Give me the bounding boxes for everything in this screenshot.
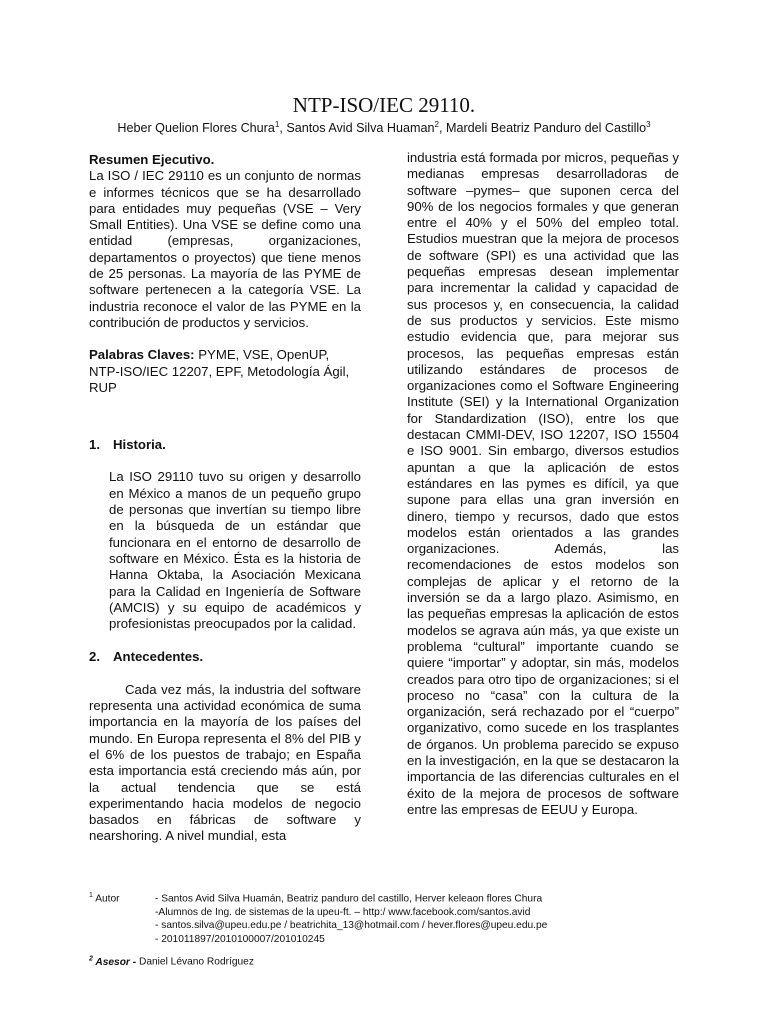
right-column-text: industria está formada por micros, pequeñas y medianas empresas desarrolladoras de software –pymes– que suponen cerca del 90% de los negocios formales y que generan entre el 40% y el 50% del empleo total. Estudios muestran que la mejora de procesos de software (SPI) es una actividad que las pequeñas empresas desean implementar para incrementar la calidad y capacidad de sus procesos y, en consecuencia, la calidad de sus productos y servicios. Este mismo estudio evidencia que, para mejorar sus procesos, las pequeñas empresas están utilizando estándares de procesos de organizaciones como el Software Engineering Institute (SEI) y la International Organization for Standardization (ISO), entre los que destacan CMMI-DEV, ISO 12207, ISO 15504 e ISO 9001. Sin embargo, diversos estudios apuntan a que la aplicación de estos estándares en las pymes es difícil, ya que supone para ellas una gran inversión en dinero, tiempo y recursos, dado que estos modelos están orientados a las grandes organizaciones. Además, las recomendaciones de estos modelos son complejas de aplicar y el retorno de la inversión se da a largo plazo. Asimismo, en las pequeñas empresas la aplicación de estos modelos se agrava aún más, ya que existe un problema “cultural” importante cuando se quiere “importar” y adoptar, sin más, modelos creados para otro tipo de organizaciones; si el proceso no “casa” con la cultura de la organización, será rechazado por el “cuerpo” organizativo, como sucede en los trasplantes de órganos. Un problema parecido se expuso en la investigación, en la que se destacaron la importancia de las diferencias culturales en el éxito de la mejora de procesos de software entre las empresas de EEUU y Europa. xyxy=(407,150,679,817)
footnote-1-first-line xyxy=(89,889,689,906)
author-name: Heber Quelion Flores Chura xyxy=(117,121,275,136)
footnote-line: - santos.silva@upeu.edu.pe / beatrichita_13@hotmail.com / hever.flores@upeu.edu.pe xyxy=(155,920,548,932)
keywords xyxy=(89,347,361,396)
footnote-label: Autor xyxy=(95,893,120,905)
footnote-line: - 201011897/2010100007/201010245 xyxy=(155,933,325,945)
keywords-text: PYME, VSE, OpenUP, NTP-ISO/IEC 12207, EPF, Metodología Ágil, RUP xyxy=(89,347,350,395)
abstract-text: La ISO / IEC 29110 es un conjunto de normas e informes técnicos que se ha desarrollado para entidades muy pequeñas (VSE – Very Small Entities). Una VSE se define como una entidad (empresas, organizaciones, departamentos o proyectos) que tiene menos de 25 personas. La mayoría de las PYME de software pertenecen a la categoría VSE. La industria reconoce el valor de las PYME en la contribución de productos y servicios. xyxy=(89,168,361,330)
footnote-text: Daniel Lévano Rodríguez xyxy=(136,956,254,968)
author-affiliation-marker: 2 xyxy=(434,120,439,129)
footnote-line: - Santos Avid Silva Huamán, Beatriz panduro del castillo, Herver keleaon flores Chura xyxy=(155,893,543,905)
author-affiliation-marker: 3 xyxy=(646,120,651,129)
author-name: Mardeli Beatriz Panduro del Castillo xyxy=(445,121,647,136)
historia-text: La ISO 29110 tuvo su origen y desarrollo en México a manos de un pequeño grupo de personas que invertían su tiempo libre en la búsqueda de un estándar que funcionara en el entorno de desarrollo de software en México. Ésta es la historia de Hanna Oktaba, la Asociación Mexicana para la Calidad en Ingeniería de Software (AMCIS) y su equipo de académicos y profesionistas preocupados por la calidad. xyxy=(109,469,361,632)
keywords-label: Palabras Claves: xyxy=(89,347,195,363)
section-number: 2. xyxy=(89,649,100,665)
abstract-heading: Resumen Ejecutivo. xyxy=(89,152,215,167)
author-name: Santos Avid Silva Huaman xyxy=(286,121,435,136)
footnote-marker: 2 xyxy=(89,955,93,963)
footnote-line: -Alumnos de Ing. de sistemas de la upeu-ft. – http:/ www.facebook.com/santos.avid xyxy=(155,906,531,918)
section-heading-historia xyxy=(89,437,361,453)
section-title: Antecedentes. xyxy=(113,649,204,665)
author-line xyxy=(0,117,768,136)
page-title: NTP-ISO/IEC 29110. xyxy=(292,93,476,117)
author-separator: , xyxy=(438,121,446,136)
author-affiliation-marker: 1 xyxy=(274,120,280,129)
footnote-2 xyxy=(89,952,689,969)
right-column xyxy=(407,150,679,818)
section-title: Historia. xyxy=(113,437,166,453)
footnotes xyxy=(89,889,689,969)
section-number: 1. xyxy=(89,437,100,453)
footnote-label: Asesor - xyxy=(95,956,137,968)
author-separator: , xyxy=(279,121,287,136)
section-heading-antecedentes xyxy=(89,649,361,665)
footnote-marker: 1 xyxy=(89,892,93,899)
antecedentes-text: Cada vez más, la industria del software representa una actividad económica de suma importancia en la mayoría de los países del mundo. En Europa representa el 8% del PIB y el 6% de los puestos de trabajo; en España esta importancia está creciendo más aún, por la actual tendencia que se está experimentando hacia modelos de negocio basados en fábricas de software y nearshoring. A nivel mundial, esta xyxy=(89,681,361,844)
left-column xyxy=(89,152,361,845)
